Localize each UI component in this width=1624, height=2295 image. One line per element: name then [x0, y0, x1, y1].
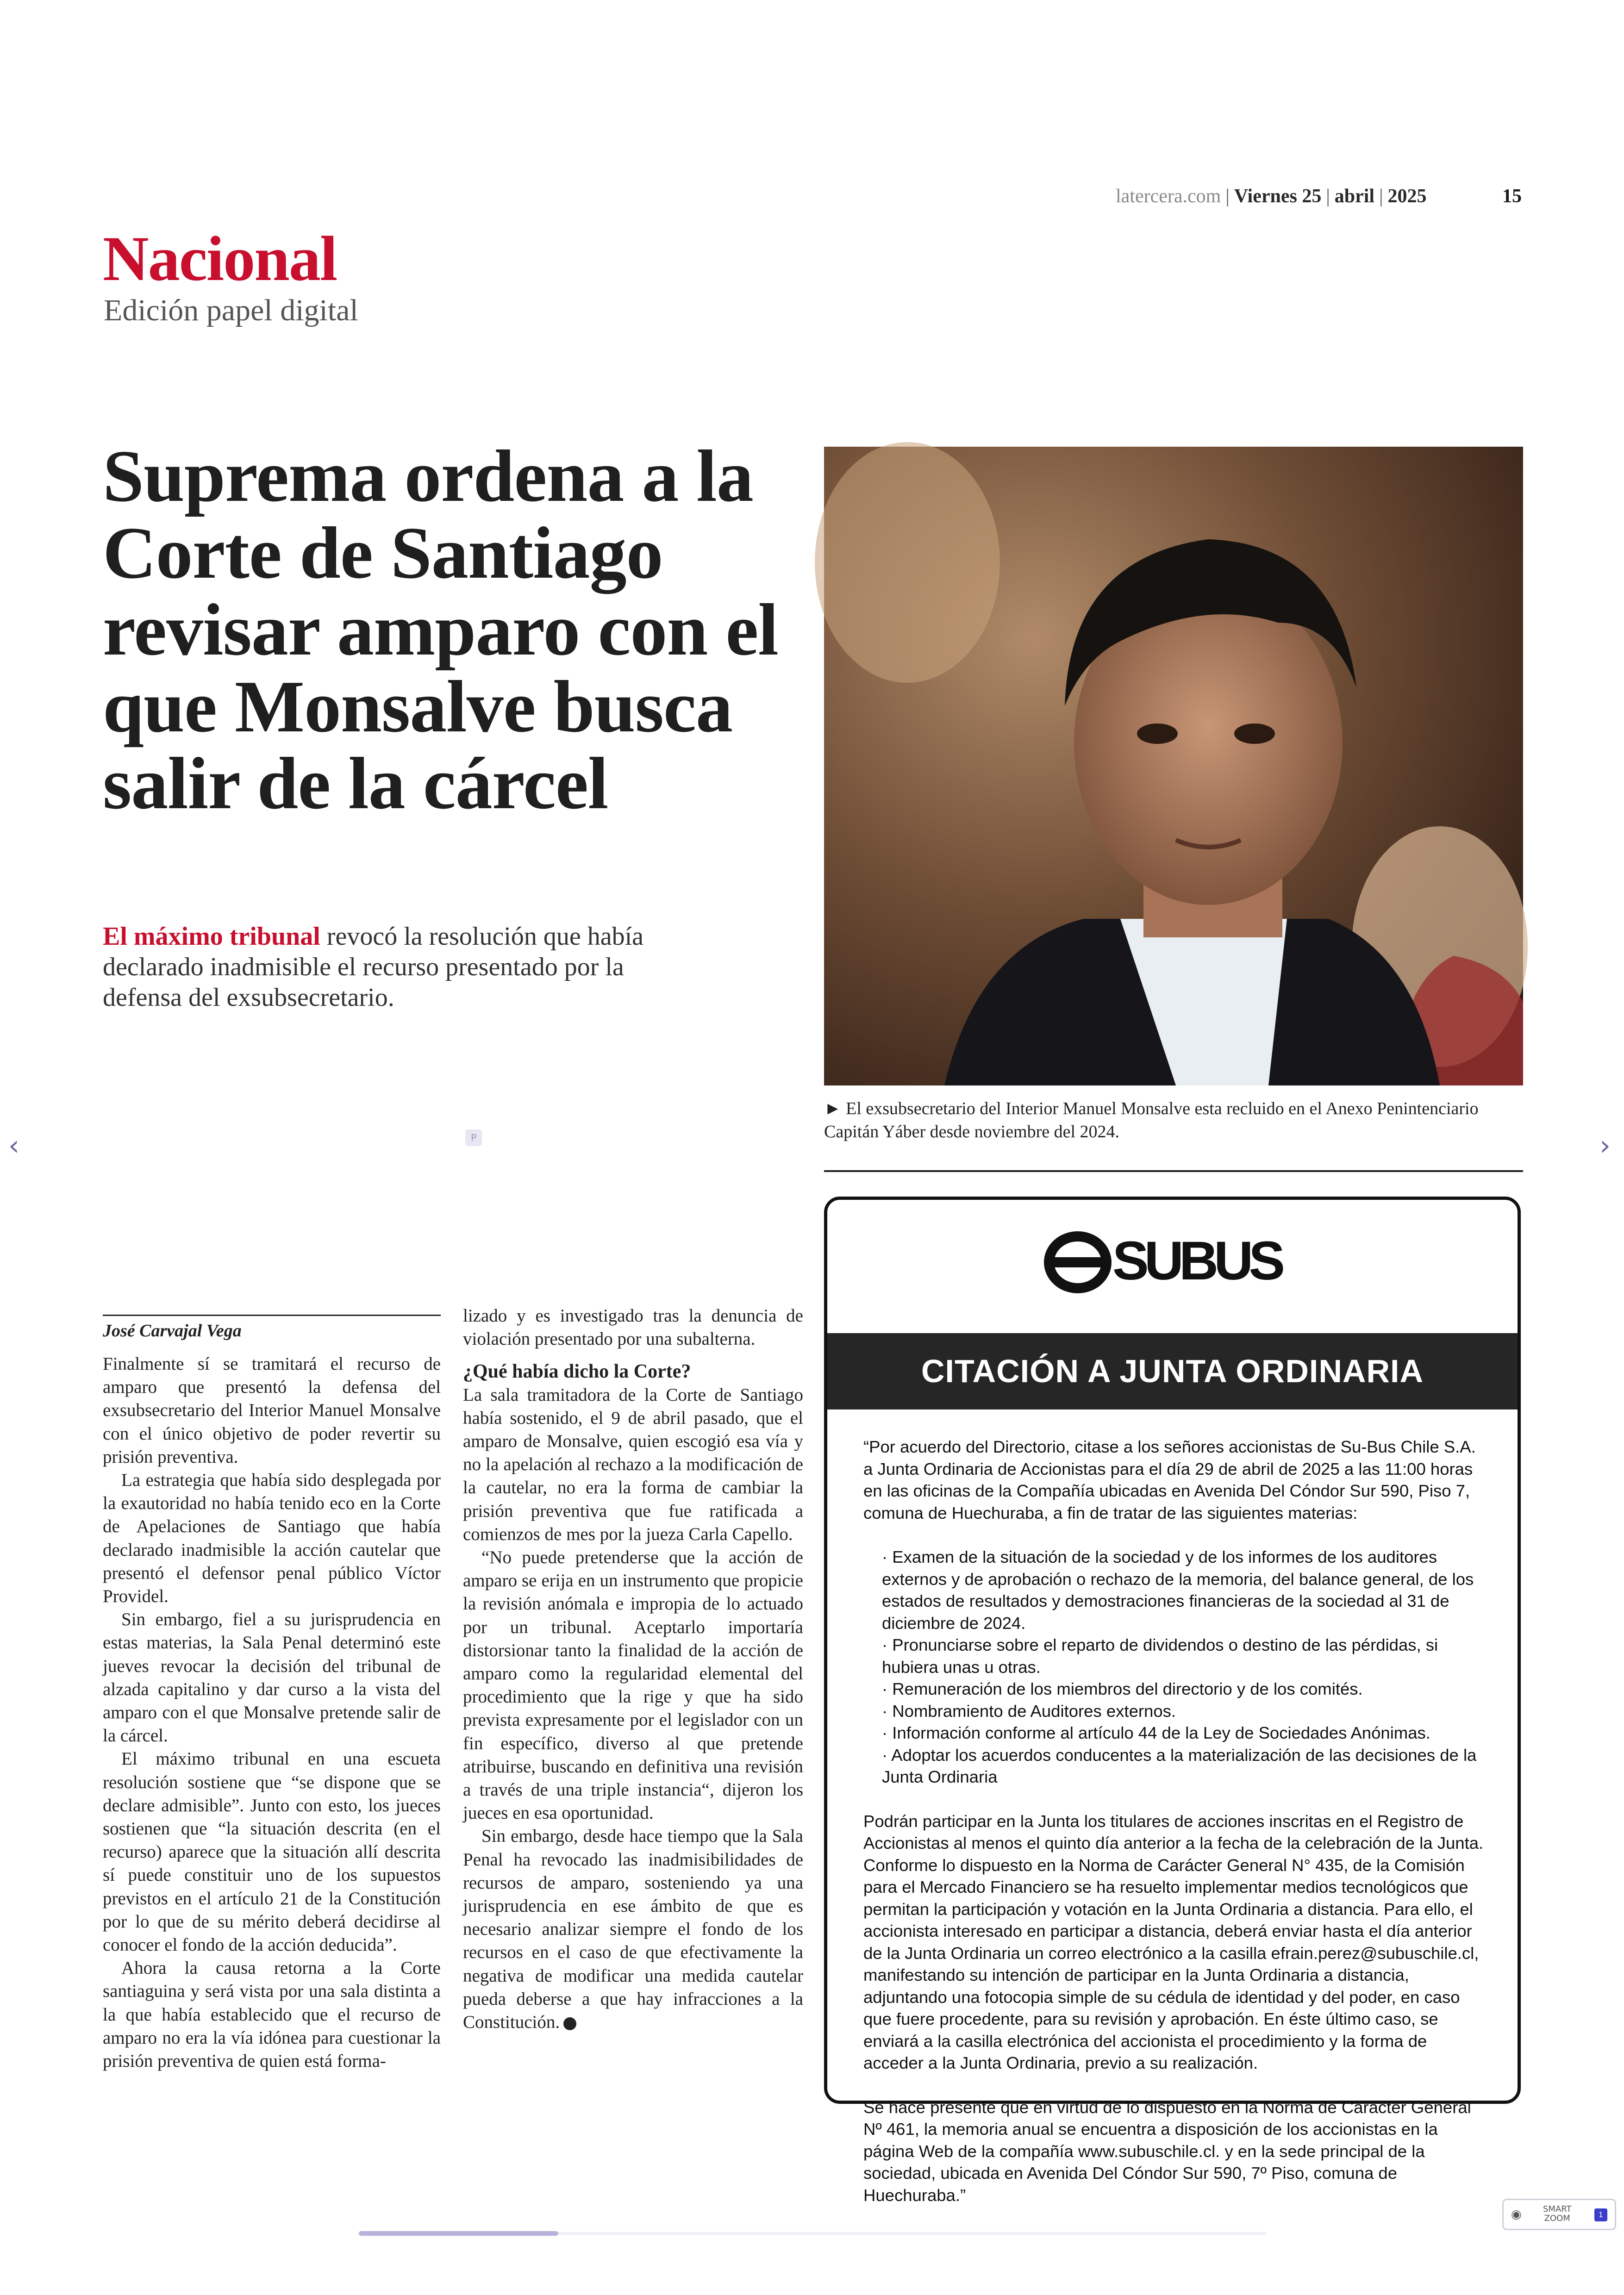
- paragraph-text: Sin embargo, desde hace tiempo que la Sala Penal ha revocado las inadmisibilidades de recursos de amparo, sosteniendo ya una jurisprudencia en ese ámbito de que es necesario analizar siempre el fondo de los recursos en el caso de que efectivamente la negativa de modificar una medida cautelar pueda deberse a que hay infracciones a la Constitución.: [463, 1826, 803, 2033]
- paragraph: Ahora la causa retorna a la Corte santiaguina y será vista por una sala distinta a la que había establecido que el recurso de amparo no era la vía idónea para cuestionar la prisión preventiva de quien está forma-: [103, 1958, 441, 2071]
- agenda-item: · Examen de la situación de la sociedad y de los informes de los auditores externos y de aprobación o rechazo de la memoria, del balance general, de los estados de resultados y demostraciones financieras de la sociedad al 31 de diciembre de 2024.: [882, 1546, 1484, 1634]
- section-title: Nacional: [103, 223, 337, 294]
- agenda-item: · Remuneración de los miembros del directorio y de los comités.: [882, 1678, 1484, 1700]
- article-column-1: [103, 1353, 441, 2073]
- notice-title: CITACIÓN A JUNTA ORDINARIA: [827, 1333, 1518, 1409]
- paragraph: Finalmente sí se tramitará el recurso de amparo que presentó la defensa del exsubsecretario del Interior Manuel Monsalve con el único objetivo de poder revertir su prisión preventiva.: [103, 1354, 441, 1467]
- deck-lead: El máximo tribunal: [103, 922, 320, 951]
- agenda-item: · Nombramiento de Auditores externos.: [882, 1700, 1484, 1722]
- page-scroll-thumb[interactable]: [359, 2231, 558, 2236]
- section-subtitle: Edición papel digital: [104, 293, 358, 327]
- article-deck: [103, 921, 695, 1013]
- paragraph: La sala tramitadora de la Corte de Santiago había sostenido, el 9 de abril pasado, que el amparo de Monsalve, quien escogió esa vía y no la apelación al rechazo a la modificación de la cautelar, no era la forma de cambiar la prisión preventiva que fue ratificada a comienzos de mes por la jueza Carla Capello.: [463, 1384, 803, 1544]
- previous-page-arrow-icon[interactable]: ‹: [8, 1129, 19, 1162]
- article-column-2: [463, 1304, 803, 2034]
- article-byline: José Carvajal Vega: [103, 1315, 441, 1347]
- agenda-item: · Información conforme al artículo 44 de la Ley de Sociedades Anónimas.: [882, 1722, 1484, 1744]
- notice-closing: Se hace presente que en virtud de lo dispuesto en la Norma de Carácter General Nº 461, la memoria anual se encuentra a disposición de los accionistas en la página Web de la compañía www.subuschile.cl. y en la sede principal de la sociedad, ubicada en Avenida Del Cóndor Sur 590, 7º Piso, comuna de Huechuraba.”: [863, 2097, 1471, 2205]
- date-year: 2025: [1387, 186, 1427, 207]
- smart-zoom-badge[interactable]: 1: [1594, 2208, 1607, 2221]
- notice-intro: “Por acuerdo del Directorio, citase a los señores accionistas de Su-Bus Chile S.A. a Junta Ordinaria de Accionistas para el día 29 de abril de 2025 a las 11:00 horas en las oficinas de la Compañía ubicadas en Avenida Del Cóndor Sur 590, Piso 7, comuna de Huechuraba, a fin de tratar de las siguientes materias:: [863, 1437, 1476, 1522]
- article-photo: [824, 447, 1523, 1085]
- header-dateline: latercera.com | Viernes 25 | abril | 2025: [1116, 186, 1427, 207]
- brand-text: SUBUS: [1112, 1230, 1280, 1291]
- next-page-arrow-icon[interactable]: ›: [1599, 1129, 1611, 1162]
- advertisement-box: [824, 1197, 1521, 2205]
- subus-logo-mark: [1043, 1228, 1302, 1297]
- end-of-article-icon: [563, 2017, 576, 2030]
- agenda-item: · Pronunciarse sobre el reparto de dividendos o destino de las pérdidas, si hubiera unas u otras.: [882, 1634, 1484, 1678]
- caption-divider: [824, 1170, 1523, 1172]
- smart-zoom-label: SMART ZOOM: [1543, 2204, 1572, 2223]
- subus-logo: [827, 1228, 1518, 1299]
- agenda-list: [863, 1546, 1484, 1788]
- portrait-illustration: [824, 447, 1523, 1085]
- smart-zoom-button[interactable]: [1502, 2199, 1616, 2230]
- notice-body: [863, 1436, 1484, 2228]
- paragraph: “No puede pretenderse que la acción de amparo se erija en un instrumento que propicie la revisión anómala e impropia de lo actuado por un tribunal. Aceptarlo importaría distorsionar tanto la finalidad de la acción de amparo como la regularidad elemental del procedimiento que la rige y que ha sido prevista expresamente por el legislador con un fin específico, diverso al que pretende atribuirse, buscando en definitiva una revisión a través de una triple instancia“, dijeron los jueces en esa oportunidad.: [463, 1547, 803, 1823]
- notice-participation: Podrán participar en la Junta los titulares de acciones inscritas en el Registro de Accionistas al menos el quinto día anterior a la fecha de la celebración de la Junta. Conforme lo dispuesto en la Norma de Carácter General N° 435, de la Comisión para el Mercado Financiero se ha resuelto implementar medios tecnológicos que permitan la participación y votación en la Junta Ordinaria a distancia. Para ello, el accionista interesado en participar a distancia, deberá enviar hasta el día anterior de la Junta Ordinaria un correo electrónico a la casilla efrain.perez@subuschile.cl, manifestando su intención de participar en la Junta Ordinaria a distancia, adjuntando una fotocopia simple de su cédula de identidad y del poder, en caso que fuere procedente, para su revisión y aprobación. En éste último caso, se enviará a la casilla electrónica del accionista el procedimiento y la forma de acceder a la Junta Ordinaria, previo a su realización.: [863, 1811, 1484, 2072]
- date-month: abril: [1334, 186, 1375, 207]
- article-headline: Suprema ordena a la Corte de Santiago revisar amparo con el que Monsalve busca salir de la cárcel: [103, 435, 778, 824]
- paragraph: [463, 1825, 803, 2034]
- page-marker[interactable]: P: [465, 1129, 482, 1146]
- page-number: 15: [1502, 186, 1522, 207]
- agenda-item: · Adoptar los acuerdos conducentes a la materialización de las decisiones de la Junta Ordinaria: [882, 1744, 1484, 1788]
- site-name: latercera.com: [1116, 186, 1221, 207]
- eye-icon: ◉: [1511, 2208, 1522, 2221]
- paragraph: lizado y es investigado tras la denuncia de violación presentado por una subalterna.: [463, 1306, 803, 1349]
- photo-caption: ► El exsubsecretario del Interior Manuel Monsalve esta recluido en el Anexo Penintenciario Capitán Yáber desde noviembre del 2024.: [824, 1099, 1479, 1141]
- deck-text: revocó la resolución que había declarado inadmisible el recurso presentado por la defensa del exsubsecretario.: [103, 922, 643, 1012]
- paragraph: La estrategia que había sido desplegada por la exautoridad no había tenido eco en la Corte de Apelaciones de Santiago que había declarado inadmisible la acción cautelar que presentó el defensor penal público Víctor Providel.: [103, 1470, 441, 1607]
- article-subhead: ¿Qué había dicho la Corte?: [463, 1361, 691, 1383]
- paragraph: Sin embargo, fiel a su jurisprudencia en estas materias, la Sala Penal determinó este jueves revocar la decisión del tribunal de alzada capitalino y dar curso a la vista del amparo con el que Monsalve pretende salir de la cárcel.: [103, 1609, 441, 1746]
- paragraph: El máximo tribunal en una escueta resolución sostiene que “se dispone que se declare admisible”. Junto con esto, los jueces sostienen que “la situación descrita (en el recurso) aparece que la situación allí descrita sí puede constituir uno de los supuestos previstos en el artículo 21 de la Constitución por lo que de su mérito deberá decidirse al conocer el fondo de la acción deducida”.: [103, 1749, 441, 1955]
- date-day: Viernes 25: [1234, 186, 1322, 207]
